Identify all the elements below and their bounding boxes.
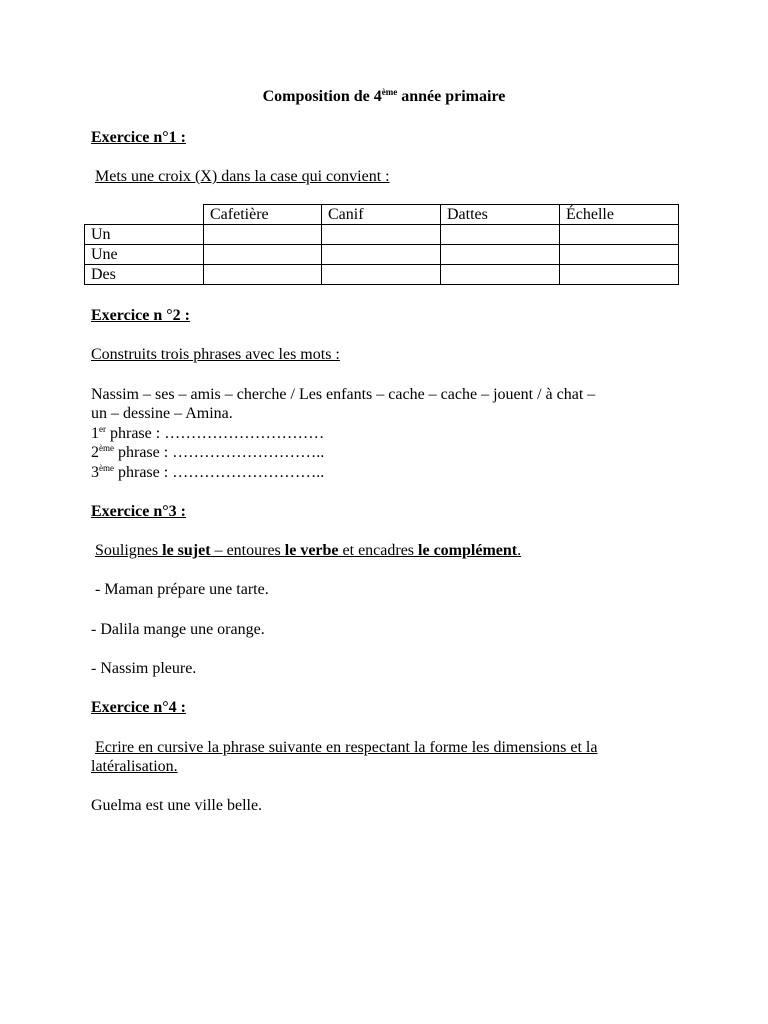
exercise-2-instruction: Construits trois phrases avec les mots : [91,346,340,363]
answer-cell[interactable] [204,245,322,265]
exercise-3-sentence-3: - Nassim pleure. [91,660,197,677]
table-row-label: Des [85,265,204,285]
sentence-2-label: phrase : ……………………….. [114,444,325,461]
title-post: année primaire [397,88,506,105]
instruction-complement: le complément [418,542,518,559]
instruction-text: Soulignes [95,542,163,559]
answer-cell[interactable] [560,245,679,265]
exercise-3-sentence-1: - Maman prépare une tarte. [91,581,269,598]
exercise-2-words-line-1: Nassim – ses – amis – cherche / Les enfants – cache – cache – jouent / à chat – [91,386,596,403]
table-row-label: Une [85,245,204,265]
table-header-row [85,205,679,225]
exercise-4-instruction-line-1: Ecrire en cursive la phrase suivante en respectant la forme les dimensions et la [95,739,598,756]
exercise-3-instruction [95,541,521,560]
exercise-3-heading: Exercice n°3 : [91,503,186,520]
table-row [85,265,679,285]
sentence-2-line [91,443,324,462]
answer-cell[interactable] [322,225,441,245]
sentence-1-label: phrase : ………………………… [106,425,325,442]
page-title [0,87,768,106]
instruction-subject: le sujet [162,542,211,559]
exercise-1-instruction: Mets une croix (X) dans la case qui convient : [95,168,390,185]
exercise-2-words-line-2: un – dessine – Amina. [91,405,233,422]
table-row-label: Un [85,225,204,245]
exercise-4-instruction-line-2: latéralisation. [91,758,178,775]
sentence-2-superscript: ème [99,443,114,453]
answer-cell[interactable] [560,225,679,245]
answer-cell[interactable] [204,225,322,245]
answer-cell[interactable] [322,245,441,265]
sentence-1-number: 1 [91,425,99,442]
exercise-1-table [84,204,679,285]
exercise-3-sentence-2: - Dalila mange une orange. [91,621,265,638]
table-header-cell: Échelle [560,205,679,225]
sentence-1-line [91,424,324,443]
exercise-4-sentence: Guelma est une ville belle. [91,797,263,814]
answer-cell[interactable] [441,225,560,245]
answer-cell[interactable] [441,245,560,265]
answer-cell[interactable] [560,265,679,285]
table-header-cell: Canif [322,205,441,225]
answer-cell[interactable] [441,265,560,285]
table-row [85,225,679,245]
table-header-cell: Cafetière [204,205,322,225]
table-row [85,245,679,265]
exercise-4-heading: Exercice n°4 : [91,699,186,716]
sentence-3-line [91,463,324,482]
answer-cell[interactable] [204,265,322,285]
table-corner-cell [85,205,204,225]
instruction-verb: le verbe [284,542,339,559]
instruction-text: . [517,542,522,559]
title-pre: Composition de 4 [262,88,382,105]
sentence-3-number: 3 [91,464,99,481]
exercise-1-heading: Exercice n°1 : [91,129,186,146]
sentence-1-superscript: er [99,424,106,434]
table-header-cell: Dattes [441,205,560,225]
sentence-3-superscript: ème [99,463,114,473]
instruction-text: et encadres [338,542,419,559]
answer-cell[interactable] [322,265,441,285]
sentence-2-number: 2 [91,444,99,461]
sentence-3-label: phrase : ……………………….. [114,464,325,481]
instruction-text: – entoures [210,542,285,559]
title-superscript: ème [381,87,398,97]
exercise-2-heading: Exercice n °2 : [91,307,190,324]
